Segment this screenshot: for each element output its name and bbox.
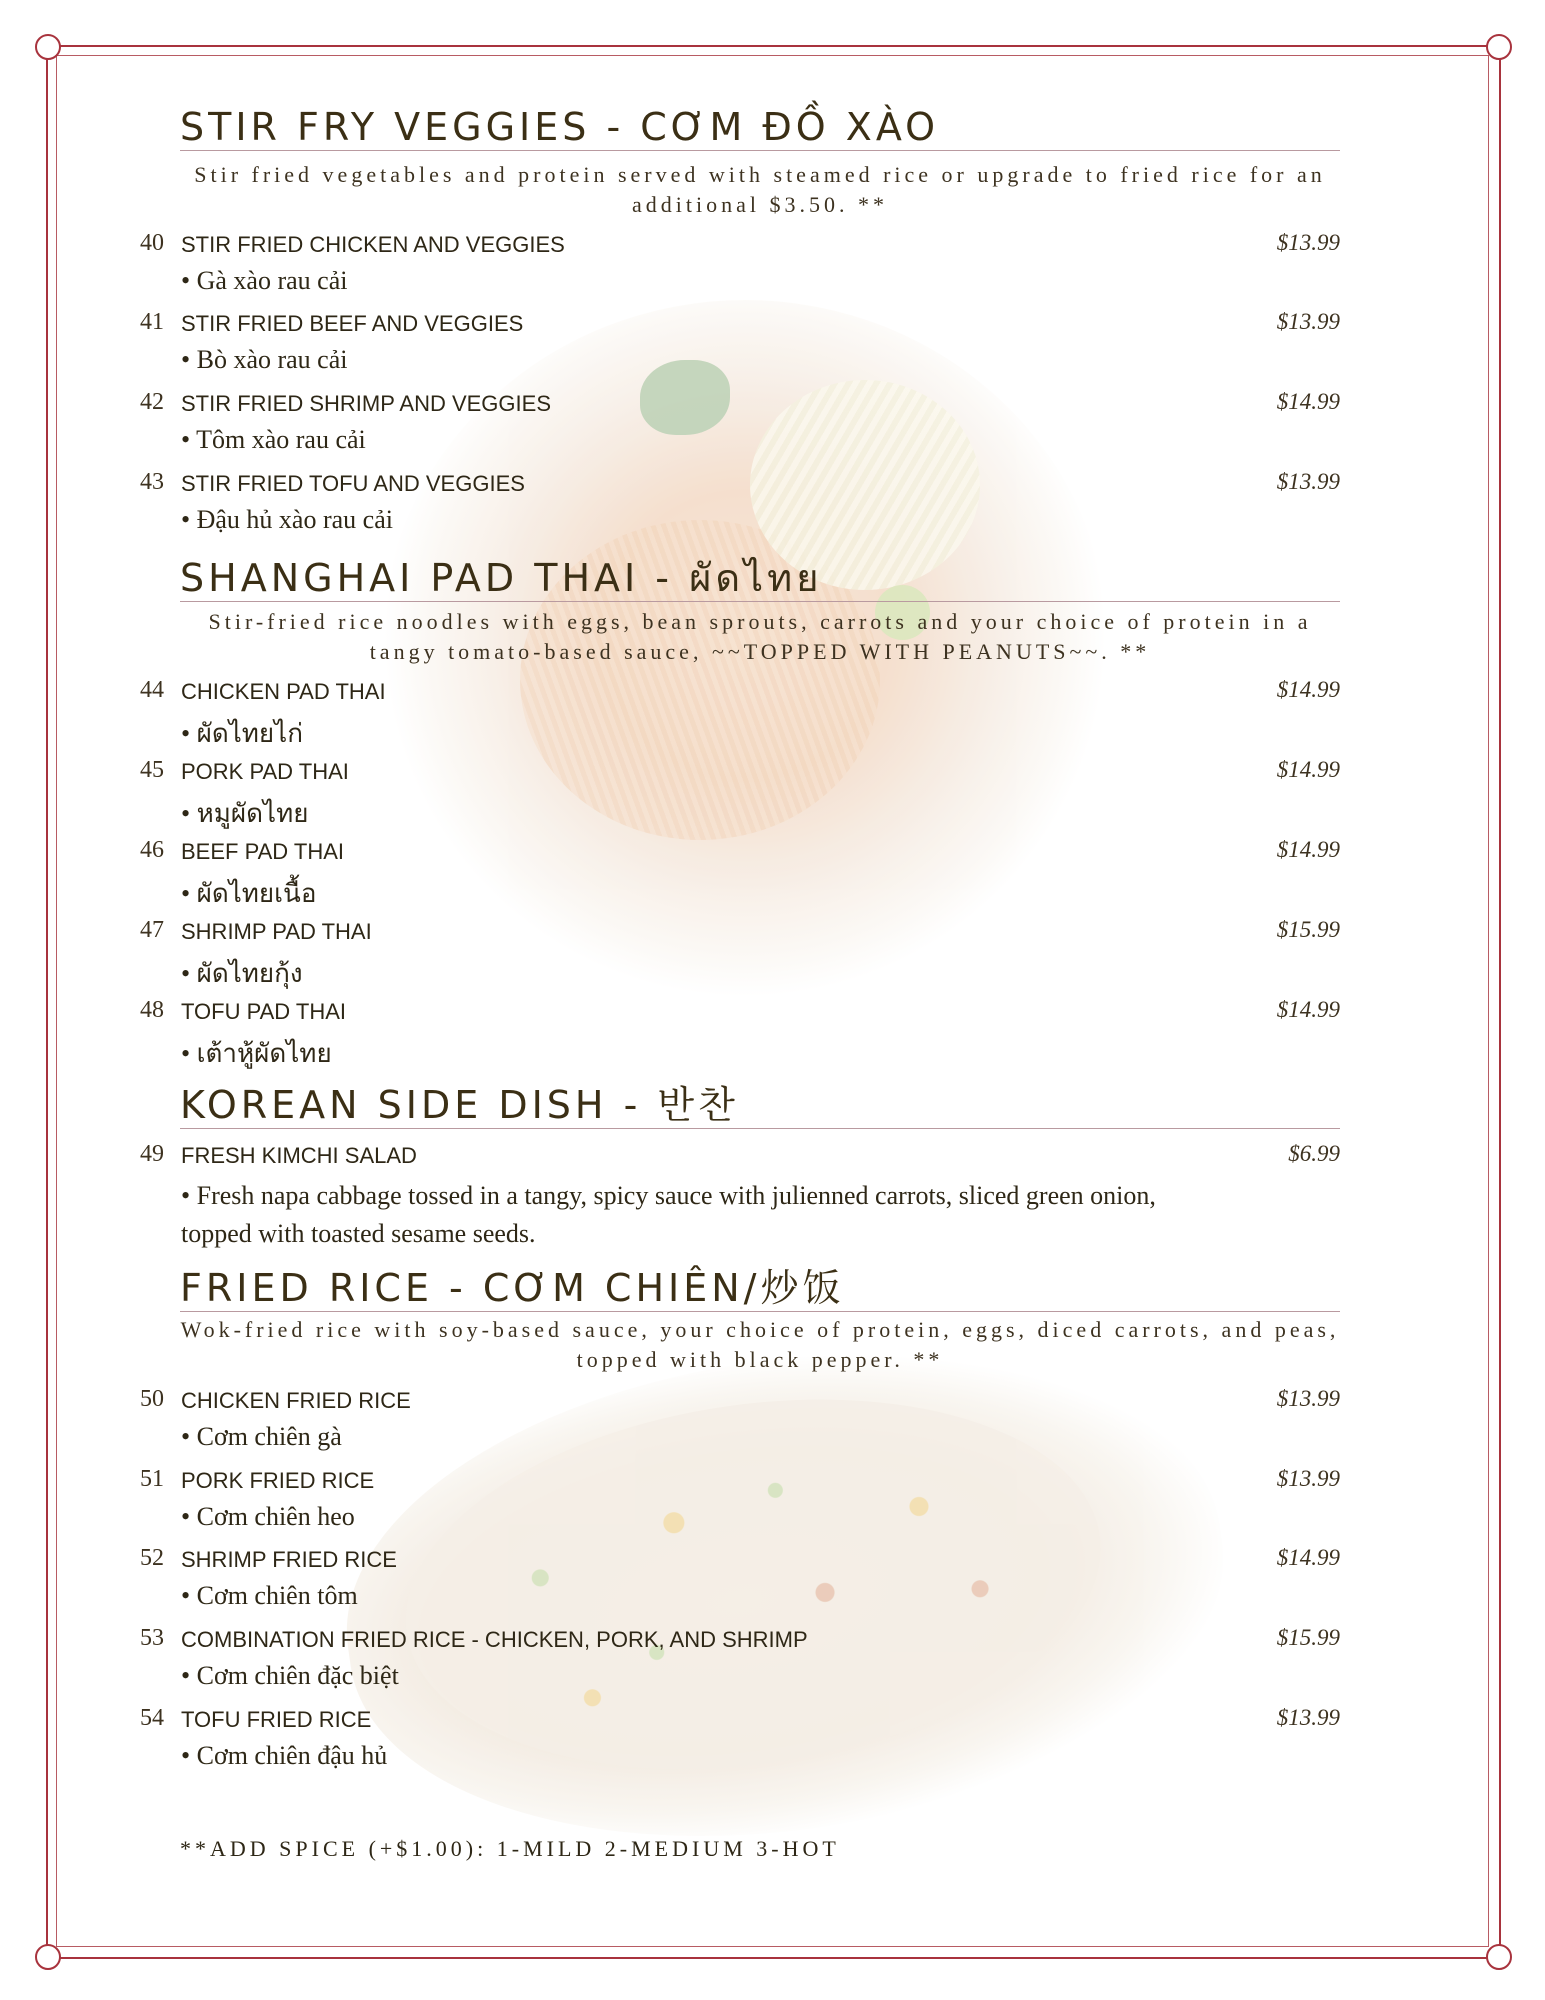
section-description: Stir-fried rice noodles with eggs, bean sprouts, carrots and your choice of protein in a tangy tomato-based sauce, ~~TOPPED WITH PEANUTS~~. **	[208, 609, 1312, 664]
item-number: 54	[140, 1705, 164, 1731]
item-subtitle: • เต้าหู้ผัดไทย	[181, 1039, 332, 1068]
item-price: $13.99	[1276, 1466, 1340, 1491]
item-description: • Fresh napa cabbage tossed in a tangy, spicy sauce with julienned carrots, sliced green onion, topped with toasted sesame seeds.	[181, 1181, 1156, 1248]
item-subtitle: • Gà xào rau cải	[181, 266, 348, 295]
item-name: CHICKEN FRIED RICE	[181, 1388, 411, 1413]
item-number: 52	[140, 1545, 164, 1571]
item-number: 47	[140, 917, 164, 943]
item-price: $14.99	[1276, 389, 1340, 414]
fried-rice-plate-photo	[317, 1301, 1254, 1889]
item-subtitle: • Đậu hủ xào rau cải	[181, 505, 393, 534]
item-price: $14.99	[1276, 677, 1340, 702]
section-title: SHANGHAI PAD THAI - ผัดไทย	[180, 556, 823, 600]
item-name: TOFU PAD THAI	[181, 999, 347, 1024]
item-price: $15.99	[1276, 1625, 1340, 1650]
item-name: BEEF PAD THAI	[181, 839, 345, 864]
item-price: $14.99	[1276, 1545, 1340, 1570]
section-header-pad-thai	[180, 555, 1340, 602]
item-name: PORK FRIED RICE	[181, 1468, 375, 1493]
item-price: $13.99	[1276, 1386, 1340, 1411]
section-header-korean-side	[180, 1082, 1340, 1129]
corner-ornament	[1486, 1944, 1512, 1970]
item-price: $15.99	[1276, 917, 1340, 942]
item-subtitle: • Cơm chiên heo	[181, 1502, 355, 1531]
item-number: 53	[140, 1625, 164, 1651]
item-subtitle: • Tôm xào rau cải	[181, 425, 366, 454]
item-price: $14.99	[1276, 997, 1340, 1022]
item-subtitle: • Cơm chiên đặc biệt	[181, 1661, 399, 1690]
item-name: STIR FRIED SHRIMP AND VEGGIES	[181, 391, 551, 416]
spice-note: **ADD SPICE (+$1.00): 1-MILD 2-MEDIUM 3-HOT	[180, 1836, 840, 1861]
section-header-fried-rice	[180, 1265, 1340, 1312]
item-name: STIR FRIED CHICKEN AND VEGGIES	[181, 232, 565, 257]
item-price: $13.99	[1276, 309, 1340, 334]
item-subtitle: • ผัดไทยเนื้อ	[181, 879, 317, 908]
section-description: Wok-fried rice with soy-based sauce, your choice of protein, eggs, diced carrots, and peas, topped with black pepper. **	[180, 1317, 1340, 1372]
corner-ornament	[35, 1944, 61, 1970]
item-price: $13.99	[1276, 469, 1340, 494]
item-number: 40	[140, 230, 164, 256]
item-price: $13.99	[1276, 230, 1340, 255]
item-name: CHICKEN PAD THAI	[181, 679, 386, 704]
item-number: 41	[140, 309, 164, 335]
item-number: 48	[140, 997, 164, 1023]
section-header-stir-fry	[180, 104, 1340, 151]
item-number: 51	[140, 1466, 164, 1492]
section-title: STIR FRY VEGGIES - CƠM ĐỒ XÀO	[180, 105, 940, 149]
item-name: TOFU FRIED RICE	[181, 1707, 372, 1732]
item-name: SHRIMP FRIED RICE	[181, 1547, 397, 1572]
item-number: 49	[140, 1141, 164, 1167]
item-number: 45	[140, 757, 164, 783]
item-name: PORK PAD THAI	[181, 759, 349, 784]
item-number: 46	[140, 837, 164, 863]
section-description: Stir fried vegetables and protein served with steamed rice or upgrade to fried rice for an additional $3.50. **	[194, 162, 1326, 217]
corner-ornament	[35, 34, 61, 60]
item-price: $14.99	[1276, 837, 1340, 862]
item-number: 43	[140, 469, 164, 495]
item-name: COMBINATION FRIED RICE - CHICKEN, PORK, AND SHRIMP	[181, 1627, 808, 1652]
item-subtitle: • ผัดไทยไก่	[181, 719, 303, 748]
item-number: 44	[140, 677, 164, 703]
item-name: FRESH KIMCHI SALAD	[181, 1143, 417, 1168]
item-price: $13.99	[1276, 1705, 1340, 1730]
item-subtitle: • หมูผัดไทย	[181, 799, 309, 828]
item-subtitle: • ผัดไทยกุ้ง	[181, 959, 303, 988]
item-number: 42	[140, 389, 164, 415]
item-name: SHRIMP PAD THAI	[181, 919, 372, 944]
item-subtitle: • Cơm chiên đậu hủ	[181, 1741, 388, 1770]
corner-ornament	[1486, 34, 1512, 60]
item-subtitle: • Bò xào rau cải	[181, 345, 348, 374]
item-subtitle: • Cơm chiên tôm	[181, 1581, 358, 1610]
item-number: 50	[140, 1386, 164, 1412]
item-name: STIR FRIED TOFU AND VEGGIES	[181, 471, 525, 496]
item-name: STIR FRIED BEEF AND VEGGIES	[181, 311, 524, 336]
section-title: KOREAN SIDE DISH - 반찬	[180, 1083, 739, 1127]
item-price: $14.99	[1276, 757, 1340, 782]
item-price: $6.99	[1288, 1141, 1340, 1166]
item-subtitle: • Cơm chiên gà	[181, 1422, 342, 1451]
section-title: FRIED RICE - CƠM CHIÊN/炒饭	[180, 1266, 845, 1310]
